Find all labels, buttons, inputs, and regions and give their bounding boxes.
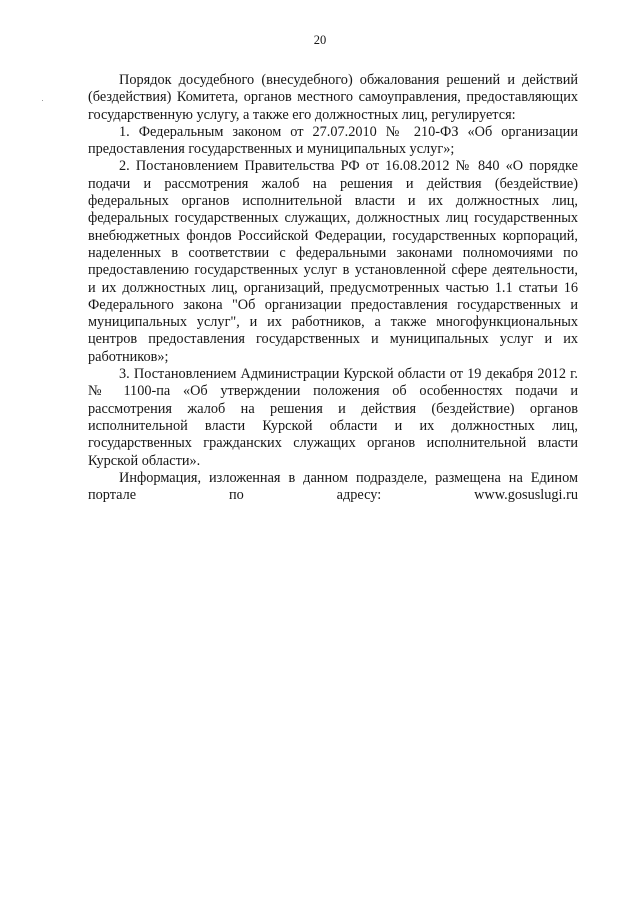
paragraph-item-1: 1. Федеральным законом от 27.07.2010 № 210-ФЗ «Об организации предоставления государственных и муниципальных услуг»; xyxy=(88,123,578,158)
info-text: Информация, изложенная в данном подразделе, размещена на Едином портале по адресу: xyxy=(88,469,578,504)
portal-url: www.gosuslugi.ru xyxy=(474,487,579,504)
scan-speck xyxy=(42,100,43,101)
paragraph-item-3: 3. Постановлением Администрации Курской области от 19 декабря 2012 г. № 1100-па «Об утверждении положения об особенностях подачи и рассмотрения жалоб на решения и действия (бездействие) органов исполнительной власти Курской области и их должностных лиц, государственных гражданских служащих органов исполнительной власти Курской области». xyxy=(88,366,578,469)
paragraph-item-2: 2. Постановлением Правительства РФ от 16.08.2012 № 840 «О порядке подачи и рассмотрения жалоб на решения и действия (бездействие) федеральных органов исполнительной власти и их должностных лиц, федеральных государственных служащих, должностных лиц государственных внебюджетных фондов Российской Федерации, государственных корпораций, наделенных в соответствии с федеральными законами полномочиями по предоставлению государственных услуг в установленной сфере деятельности, и их должностных лиц, организаций, предусмотренных частью 1.1 статьи 16 Федерального закона "Об организации предоставления государственных и муниципальных услуг", и их работников, а также многофункциональных центров предоставления государственных и муниципальных услуг и их работников»; xyxy=(88,158,578,365)
paragraph-intro: Порядок досудебного (внесудебного) обжалования решений и действий (бездействия) Комитета, органов местного самоуправления, предоставляющих государственную услугу, а также его должностных лиц, регулируется: xyxy=(88,72,578,123)
document-body xyxy=(88,72,578,504)
page-number: 20 xyxy=(313,33,327,47)
paragraph-info xyxy=(88,470,578,505)
